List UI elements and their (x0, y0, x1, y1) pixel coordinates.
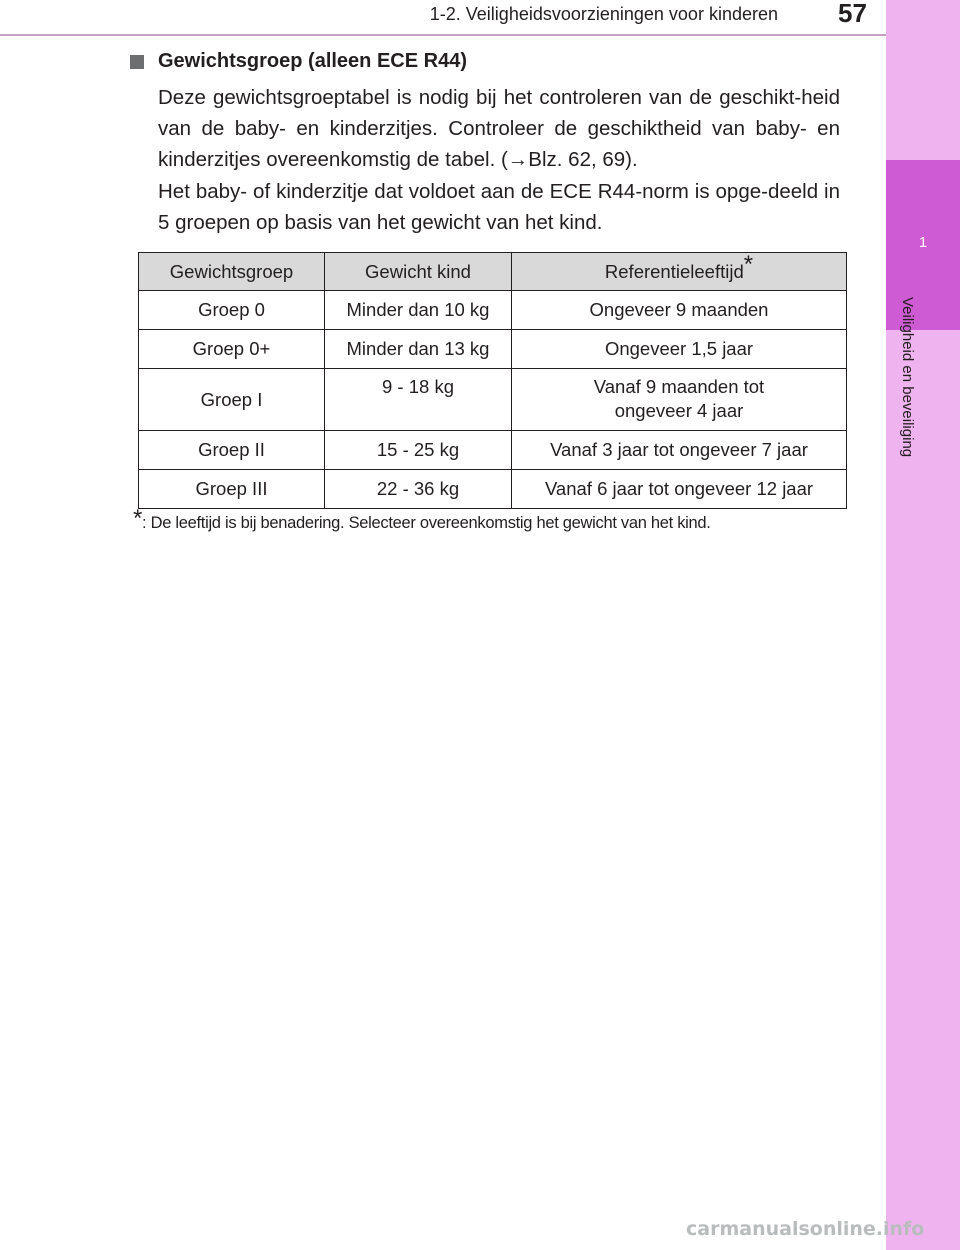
table-cell: Vanaf 6 jaar tot ongeveer 12 jaar (512, 470, 847, 509)
section-heading-text: Gewichtsgroep (alleen ECE R44) (158, 50, 467, 72)
page-number: 57 (838, 0, 867, 28)
table-cell: 15 - 25 kg (325, 431, 512, 470)
chapter-label-wrapper (896, 297, 916, 517)
paragraph-2: Het baby- of kinderzitje dat voldoet aan de ECE R44-norm is opge-deeld in 5 groepen op basis van het gewicht van het kind. (158, 180, 840, 234)
table-row (139, 330, 847, 369)
table-cell: Vanaf 9 maanden tot ongeveer 4 jaar (512, 369, 847, 431)
table-cell: 22 - 36 kg (325, 470, 512, 509)
watermark-text: carmanualsonline.info (686, 1218, 925, 1240)
table-cell: Minder dan 10 kg (325, 291, 512, 330)
header-title: 1-2. Veiligheidsvoorzieningen voor kinderen (429, 4, 778, 24)
table-cell: Groep II (139, 431, 325, 470)
table-cell: 9 - 18 kg (325, 369, 512, 431)
table-cell: Groep III (139, 470, 325, 509)
table-cell: Groep 0+ (139, 330, 325, 369)
weight-group-table (138, 252, 847, 509)
table-header-cell: Gewichtsgroep (139, 253, 325, 291)
table-cell: Groep 0 (139, 291, 325, 330)
table-header-row (139, 253, 847, 291)
header-divider (0, 34, 886, 36)
table-row (139, 369, 847, 431)
chapter-label: Veiligheid en beveiliging (899, 297, 916, 458)
table-cell: Groep I (139, 369, 325, 431)
square-bullet-icon (130, 55, 144, 69)
table-cell: Minder dan 13 kg (325, 330, 512, 369)
table-header-cell-age (512, 250, 847, 291)
paragraph-1: Deze gewichtsgroeptabel is nodig bij het controleren van de geschikt-heid van de baby- en kinderzitjes. Controleer de geschiktheid van baby- en kinderzitjes overeenkomstig de tabel. (→Blz. 62, 69). (158, 86, 840, 171)
table-header-label: Referentieleeftijd (604, 260, 744, 282)
chapter-number: 1 (918, 234, 928, 251)
table-cell: Ongeveer 9 maanden (512, 291, 847, 330)
table-row (139, 470, 847, 509)
asterisk-marker: * (133, 505, 143, 532)
footnote (133, 505, 711, 533)
section-heading (130, 50, 467, 73)
table-row (139, 291, 847, 330)
table-cell: Ongeveer 1,5 jaar (512, 330, 847, 369)
table-row (139, 431, 847, 470)
table-header-cell: Gewicht kind (325, 253, 512, 291)
footnote-text: : De leeftijd is bij benadering. Selecteer overeenkomstig het gewicht van het kind. (142, 514, 711, 532)
asterisk-marker: * (743, 250, 754, 278)
watermark-logo (686, 1218, 925, 1248)
table-cell: Vanaf 3 jaar tot ongeveer 7 jaar (512, 431, 847, 470)
